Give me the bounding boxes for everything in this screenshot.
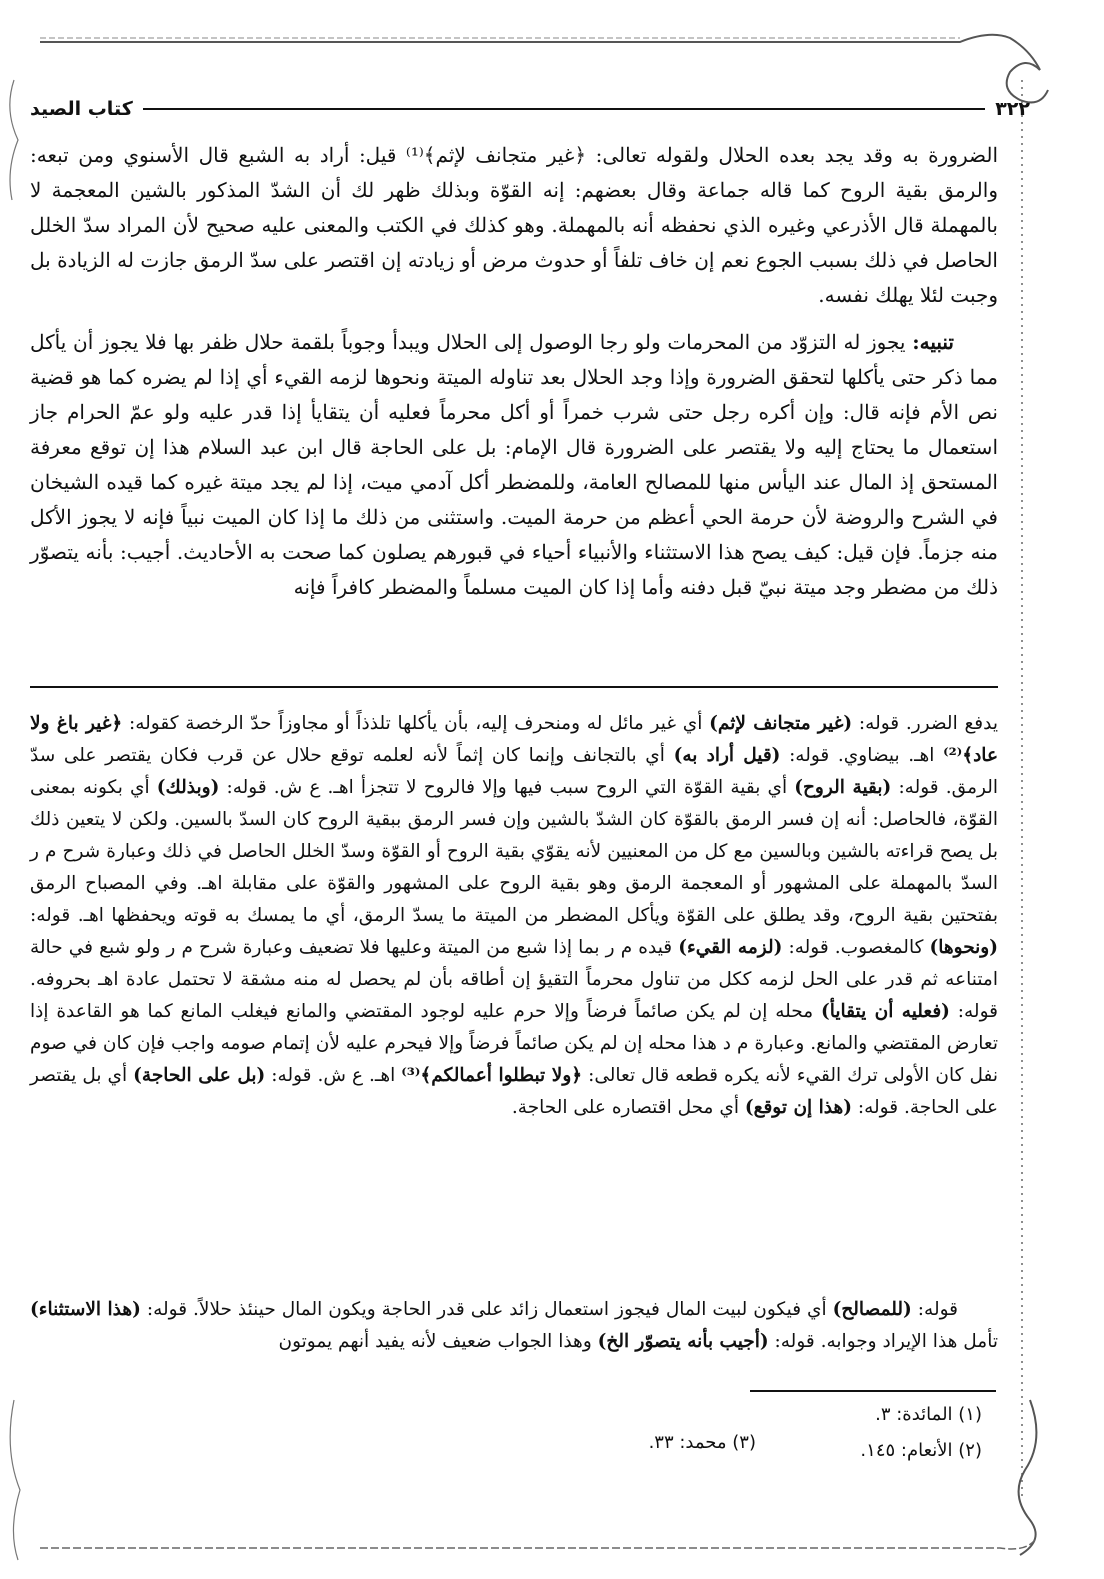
commentary-paragraph [30,708,998,1124]
main-paragraph-2 [30,325,998,605]
quoted-phrase: (وبذلك) [156,777,220,798]
commentary-text: يدفع الضرر. قوله: [858,713,999,734]
commentary-text: قوله: [917,1299,958,1320]
footnote-3: (٣) محمد: ٣٣. [648,1432,756,1453]
quoted-phrase: (لزمه القيء) [678,937,783,958]
quoted-phrase: (للمصالح) [832,1299,912,1320]
quoted-phrase: (بقية الروح) [794,777,892,798]
commentary-text: اهـ. بيضاوي. قوله: [789,745,935,766]
quoted-phrase: ﴿غير باغ ولا عاد﴾⁽²⁾ [30,713,998,766]
commentary-text: أي فيكون لبيت المال فيجوز استعمال زائد على قدر الحاجة ويكون المال حينئذ حلالاً. قوله: [146,1299,827,1320]
commentary-block-2 [30,1294,998,1358]
commentary-text: تأمل هذا الإيراد وجوابه. قوله: [774,1331,998,1352]
text-commentary-separator [30,686,998,688]
quoted-phrase: (هذا إن توقع) [744,1097,852,1118]
commentary-text: محله إن لم يكن صائماً فرضاً وإلا حرم عليه لوجود المقتضي والمانع فيغلب المانع كما هو القاعدة إذا تعارض المقتضي والمانع. وعبارة م د هذا محله إن لم يكن صائماً فرضاً وإلا فيحرم عليه لأن إتمام صومه واجب فإن كان في صوم نفل كان الأولى ترك القيء لأنه يكره قطعه قال تعالى: [30,1001,998,1086]
quoted-phrase: (هذا الاستثناء) [30,1299,141,1320]
quoted-phrase: (غير متجانف لإثم) [709,713,853,734]
quoted-phrase: (فعليه أن يتقايأ) [821,1001,950,1022]
commentary-paragraph [30,1294,998,1358]
commentary-block-1 [30,708,998,1124]
main-paragraph-1: الضرورة به وقد يجد بعده الحلال ولقوله تعالى: ﴿غير متجانف لإثم﴾⁽¹⁾ قيل: أراد به الشبع قال الأسنوي ومن تبعه: والرمق بقية الروح كما قاله جماعة وقال بعضهم: إنه القوّة وبذلك ظهر لك أن الشدّ المذكور بالشين المعجمة لا بالمهملة قال الأذرعي وغيره الذي نحفظه أنه بالمهملة. وهو كذلك في الكتب والمعنى عليه صحيح لأن المراد سدّ الخلل الحاصل في ذلك بسبب الجوع نعم إن خاف تلفاً أو حدوث مرض أو زيادته إن اقتصر على سدّ الرمق جازت له الزيادة بل وجبت لئلا يهلك نفسه. [30,143,999,307]
note-label: تنبيه: [912,330,954,354]
commentary-text: أي بكونه بمعنى القوّة، فالحاصل: أنه إن فسر الرمق بالقوّة كان الشدّ بالشين وإن فسر الرمق ببقية الروح كان السدّ بالسين. ولكن لا يتعين ذلك بل يصح قراءته بالشين وبالسين مع كل من المعنيين لأنه يقوّي بقية الروح أو القوّة وسدّ الخلل الحاصل في ذلك وعبارة شرح م ر السدّ بالمهملة على المشهور أو المعجمة الرمق وهو بقية الروح على المشهور والقوّة على مقابلة اهـ. وفي المصباح الرمق بفتحتين بقية الروح، وقد يطلق على القوّة ويأكل المضطر من الميتة ما يسدّ الرمق، أي ما يمسك به قوته ويحفظها اهـ. قوله: [30,777,998,926]
quoted-phrase: (ونحوها) [929,937,998,958]
commentary-text: قيده م ر بما إذا شبع من الميتة وعليها فلا تضعيف وعبارة شرح م ر ولو شبع في حالة امتناعه ثم قدر على الحل لزمه ككل من تناول محرماً التقيؤ إن أطاقه بأن لم يحصل له منه مشقة لا تحتمل عادة اهـ بحروفه. قوله: [30,937,998,1022]
commentary-text: وهذا الجواب ضعيف لأنه يفيد أنهم يموتون [278,1331,592,1352]
quoted-phrase: ﴿ولا تبطلوا أعمالكم﴾⁽³⁾ [401,1065,583,1086]
quoted-phrase: (بل على الحاجة) [133,1065,266,1086]
footnote-1: (١) المائدة: ٣. [875,1404,982,1425]
page-number: ٣٢٢ [995,98,1030,120]
commentary-text: أي بقية القوّة التي الروح سبب فيها وإلا فالروح لا تتجزأ اهـ. ع ش. قوله: [226,777,788,798]
commentary-text: كالمغصوب. قوله: [788,937,924,958]
main-text [30,138,998,605]
commentary-text: اهـ. ع ش. قوله: [271,1065,396,1086]
quoted-phrase: (أجيب بأنه يتصوّر الخ) [597,1331,769,1352]
header-rule [143,108,985,110]
commentary-text: أي غير مائل له ومنحرف إليه، بأن يأكلها تلذذاً أو مجاوزاً حدّ الرخصة كقوله: [129,713,703,734]
note-text: يجوز له التزوّد من المحرمات ولو رجا الوصول إلى الحلال ويبدأ وجوباً بلقمة حلال ظفر بها فلا يجوز أن يأكل مما ذكر حتى يأكلها لتحقق الضرورة وإذا وجد الحلال بعد تناوله الميتة ونحوها لزمه القيء أي إذا لم يضره كما هو قضية نص الأم فإنه قال: وإن أكره رجل حتى شرب خمراً أو أكل محرماً فعليه أن يتقايأ إذا قدر عليه ولو عمّ الحرام جاز استعمال ما يحتاج إليه ولا يقتصر على الضرورة قال الإمام: بل على الحاجة قال ابن عبد السلام هذا إن توقع معرفة المستحق إذ المال عند اليأس منها للمصالح العامة، وللمضطر أكل آدمي ميت، إذا لم يجد ميتة غيره كما قيده الشيخان في الشرح والروضة لأن حرمة الحي أعظم من حرمة الميت. واستثنى من ذلك ما إذا كان الميت نبياً فإنه لا يجوز الأكل منه جزماً. فإن قيل: كيف يصح هذا الاستثناء والأنبياء أحياء في قبورهم يصلون كما صحت به الأحاديث. أجيب: بأنه يتصوّر ذلك من مضطر وجد ميتة نبيّ قبل دفنه وأما إذا كان الميت مسلماً والمضطر كافراً فإنه [30,330,998,599]
footnote-2: (٢) الأنعام: ١٤٥. [860,1440,982,1461]
running-header [30,92,1030,126]
footnote-separator [750,1390,996,1392]
commentary-text: أي بل يقتصر على الحاجة. قوله: [30,1065,998,1118]
quoted-phrase: (قيل أراد به) [673,745,781,766]
commentary-text: أي بالتجانف وإنما كان إثماً لأنه لعلمه توقع حلال عن قرب فكان يقتصر على سدّ الرمق. قوله: [30,745,998,798]
commentary-text: أي محل اقتصاره على الحاجة. [511,1097,739,1118]
book-title: كتاب الصيد [30,98,133,120]
